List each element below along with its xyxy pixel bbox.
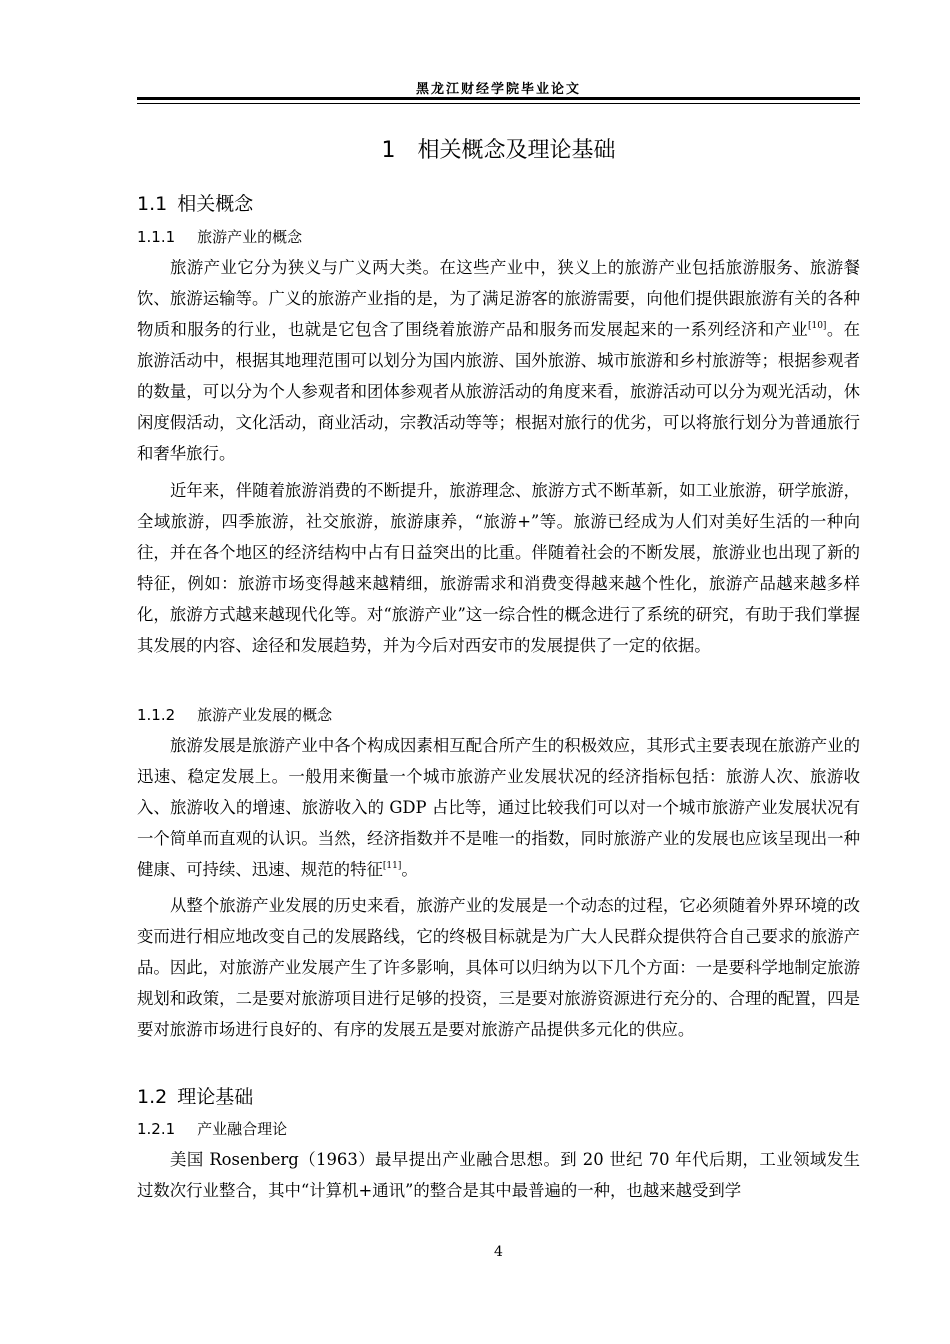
header-rule-thick (137, 97, 860, 100)
chapter-title-text: 相关概念及理论基础 (417, 138, 616, 163)
section-heading-1-1 (137, 189, 253, 216)
page-number: 4 (494, 1244, 503, 1260)
section-heading-1-1-2 (137, 704, 332, 725)
section-title: 旅游产业发展的概念 (197, 706, 333, 724)
section-heading-1-2 (137, 1082, 253, 1109)
section-number: 1.1 (137, 193, 168, 215)
section-number: 1.1.2 (137, 706, 176, 724)
paragraph-4: 从整个旅游产业发展的历史来看，旅游产业的发展是一个动态的过程，它必须随着外界环境的改变而进行相应地改变自己的发展路线，它的终极目标就是为广大人民群众提供符合自己要求的旅游产品。因此，对旅游产业发展产生了许多影响，具体可以归纳为以下几个方面：一是要科学地制定旅游规划和政策，二是要对旅游项目进行足够的投资，三是要对旅游资源进行充分的、合理的配置，四是要对旅游市场进行良好的、有序的发展五是要对旅游产品提供多元化的供应。 (137, 896, 860, 1039)
section-number: 1.1.1 (137, 228, 176, 246)
section-title: 产业融合理论 (197, 1120, 288, 1138)
paragraph-3: 旅游发展是旅游产业中各个构成因素相互配合所产生的积极效应，其形式主要表现在旅游产业的迅速、稳定发展上。一般用来衡量一个城市旅游产业发展状况的经济指标包括：旅游人次、旅游收入、旅游收入的增速、旅游收入的 GDP 占比等，通过比较我们可以对一个城市旅游产业发展状况有一个简单而直观的认识。当然，经济指数并不是唯一的指数，同时旅游产业的发展也应该呈现出一种健康、可持续、迅速、规范的特征[11]。 (137, 736, 860, 879)
section-heading-1-1-1 (137, 226, 302, 247)
citation: [11] (382, 861, 402, 871)
section-number: 1.2 (137, 1086, 168, 1108)
running-header: 黑龙江财经学院毕业论文 (415, 82, 581, 97)
section-title: 理论基础 (177, 1086, 254, 1108)
paragraph-1: 旅游产业它分为狭义与广义两大类。在这些产业中，狭义上的旅游产业包括旅游服务、旅游餐饮、旅游运输等。广义的旅游产业指的是，为了满足游客的旅游需要，向他们提供跟旅游有关的各种物质和服务的行业，也就是它包含了围绕着旅游产品和服务而发展起来的一系列经济和产业[10]。在旅游活动中，根据其地理范围可以划分为国内旅游、国外旅游、城市旅游和乡村旅游等；根据参观者的数量，可以分为个人参观者和团体参观者从旅游活动的角度来看，旅游活动可以分为观光活动，休闲度假活动，文化活动，商业活动，宗教活动等等；根据对旅行的优劣，可以将旅行划分为普通旅行和奢华旅行。 (137, 258, 861, 463)
paragraph-5: 美国 Rosenberg（1963）最早提出产业融合思想。到 20 世纪 70 年代后期，工业领域发生过数次行业整合，其中“计算机+通讯”的整合是其中最普遍的一种，也越来越受到学 (137, 1150, 860, 1200)
section-title: 旅游产业的概念 (197, 228, 303, 246)
chapter-number: 1 (381, 138, 396, 163)
section-number: 1.2.1 (137, 1120, 176, 1138)
section-heading-1-2-1 (137, 1118, 287, 1139)
citation: [10] (807, 321, 827, 331)
paragraph-2: 近年来，伴随着旅游消费的不断提升，旅游理念、旅游方式不断革新，如工业旅游，研学旅游，全域旅游，四季旅游，社交旅游，旅游康养，“旅游+”等。旅游已经成为人们对美好生活的一种向往，并在各个地区的经济结构中占有日益突出的比重。伴随着社会的不断发展，旅游业也出现了新的特征，例如：旅游市场变得越来越精细，旅游需求和消费变得越来越个性化，旅游产品越来越多样化，旅游方式越来越现代化等。对“旅游产业”这一综合性的概念进行了系统的研究，有助于我们掌握其发展的内容、途径和发展趋势，并为今后对西安市的发展提供了一定的依据。 (137, 481, 860, 655)
section-title: 相关概念 (177, 193, 254, 215)
chapter-title (137, 133, 860, 164)
header-rule-thin (137, 103, 860, 104)
